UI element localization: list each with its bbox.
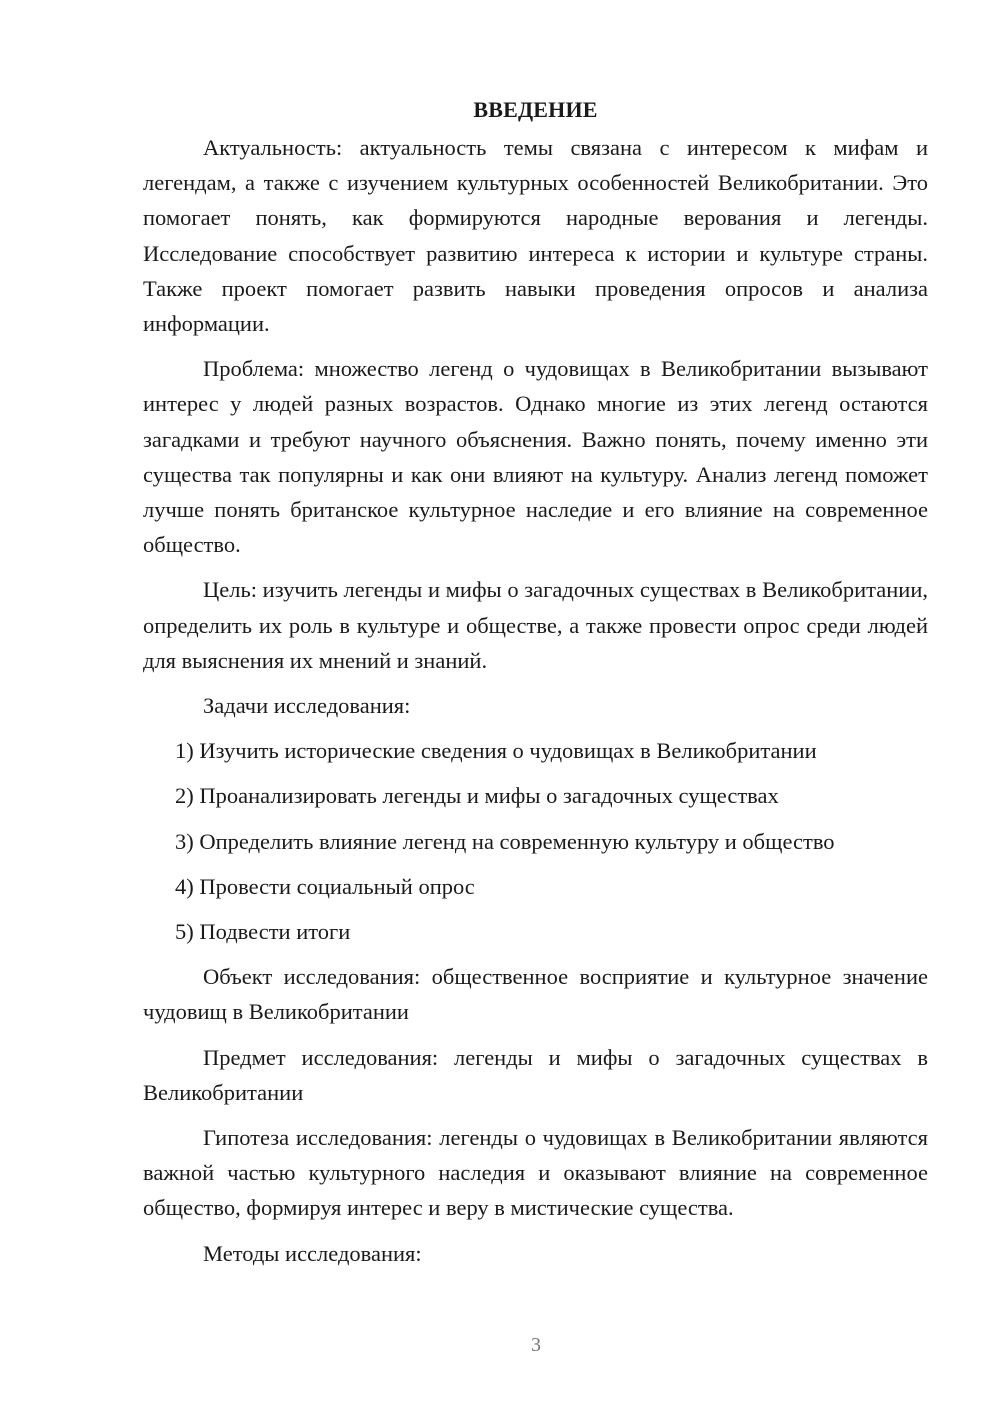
task-item: 4) Провести социальный опрос <box>175 873 475 899</box>
tasks-heading: Задачи исследования: <box>203 693 411 719</box>
goal-paragraph: Цель: изучить легенды и мифы о загадочных существах в Великобритании, определить их роль в культуре и обществе, а также провести опрос среди людей для выяснения их мнений и знаний. <box>143 577 928 673</box>
relevance-paragraph: Актуальность: актуальность темы связана с интересом к мифам и легендам, а также с изучением культурных особенностей Великобритании. Это помогает понять, как формируются народные верования и легенды. Исследование способствует развитию интереса к истории и культуре страны. Также проект помогает развить навыки проведения опросов и анализа информации. <box>143 135 928 337</box>
object-paragraph: Объект исследования: общественное восприятие и культурное значение чудовищ в Великобритании <box>143 964 928 1025</box>
task-item: 2) Проанализировать легенды и мифы о загадочных существах <box>175 783 779 809</box>
section-title: ВВЕДЕНИЕ <box>473 97 598 122</box>
task-item: 5) Подвести итоги <box>175 919 351 945</box>
task-item: 1) Изучить исторические сведения о чудовищах в Великобритании <box>175 738 817 764</box>
subject-paragraph: Предмет исследования: легенды и мифы о загадочных существах в Великобритании <box>143 1044 928 1105</box>
methods-heading: Методы исследования: <box>203 1240 422 1266</box>
hypothesis-paragraph: Гипотеза исследования: легенды о чудовищах в Великобритании являются важной частью культурного наследия и оказывают влияние на современное общество, формируя интерес и веру в мистические существа. <box>143 1125 928 1221</box>
task-item: 3) Определить влияние легенд на современную культуру и общество <box>175 828 835 854</box>
page-content <box>143 92 928 1281</box>
page-number: 3 <box>531 1334 541 1356</box>
tasks-list <box>143 733 928 949</box>
problem-paragraph: Проблема: множество легенд о чудовищах в Великобритании вызывают интерес у людей разных возрастов. Однако многие из этих легенд остаются загадками и требуют научного объяснения. Важно понять, почему именно эти существа так популярны и как они влияют на культуру. Анализ легенд поможет лучше понять британское культурное наследие и его влияние на современное общество. <box>143 356 928 558</box>
